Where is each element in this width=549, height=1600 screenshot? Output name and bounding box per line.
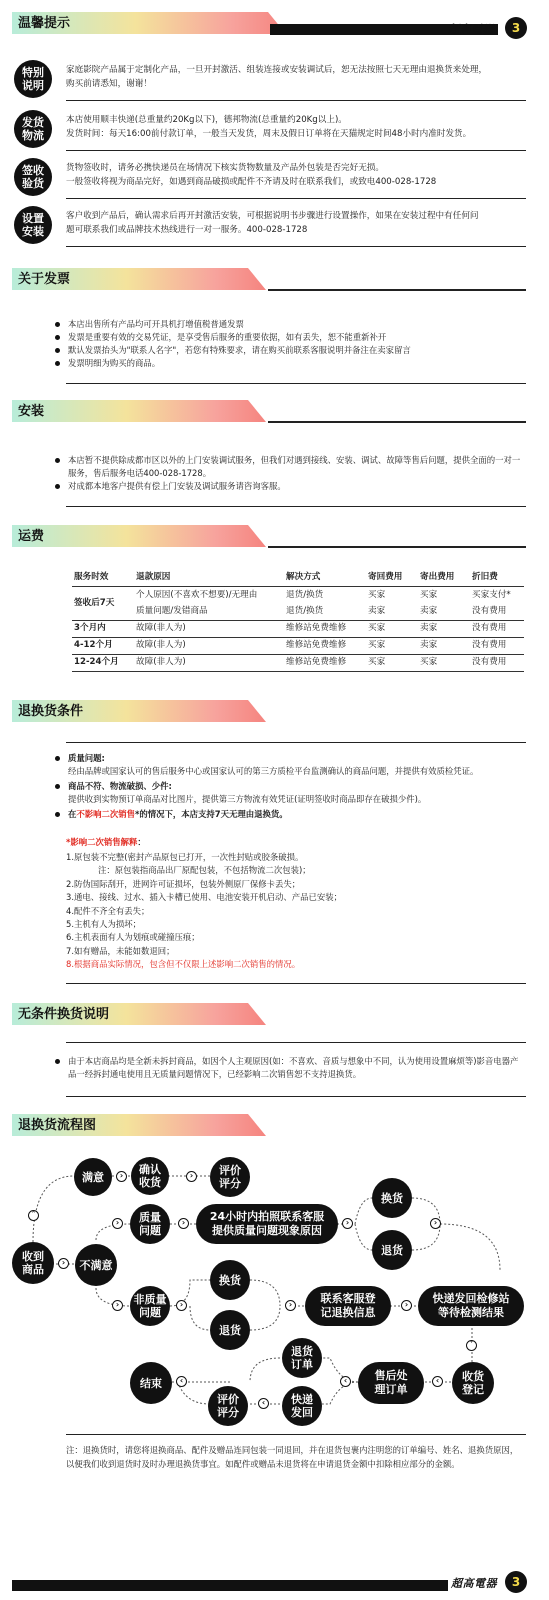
table-header: 解决方式 [284, 568, 366, 586]
damage-text: 提供收到实物预订单商品对比图片，提供第三方物流有效凭证(证明签收时商品即存在破损少件)。 [68, 794, 427, 804]
flow-node-rate-1: 评价 评分 [210, 1157, 250, 1197]
policy-red: 不影响二次销售 [76, 809, 135, 819]
flow-node-satisfied: 满意 [74, 1158, 112, 1196]
tip-badge: 设置 安装 [14, 206, 52, 244]
flow-node-return-1: 退货 [372, 1230, 412, 1270]
section-title: 关于发票 [18, 272, 71, 287]
section-title: 退换货流程图 [18, 1118, 97, 1133]
flow-node-receive: 收到 商品 [12, 1242, 54, 1284]
table-row: 签收后7天 个人原因(不喜欢不想要)/无理由 退货/换货 买家 买家 买家支付* [74, 589, 511, 608]
list-item: 本店暂不提供除成都市区以外的上门安装调试服务，但我们对遇到接线、安装、调试、故障等售后问题，提供全面的一对一服务，售后服务电话400-028-1728。 [54, 454, 524, 480]
table-header: 折旧费 [470, 568, 524, 586]
footnote: 注：退换货时，请您将退换商品、配件及赠品连同包装一同退回，并在退货包裹内注明您的订单编号、姓名、退换货原因，以便我们收到退货时及时办理退换货事宜。如配件或赠品未退货将在申请退货金额中扣除相应部分的金额。 [66, 1445, 519, 1469]
list-item: 默认发票抬头为"联系人名字"，若您有特殊要求，请在购买前联系客服说明并备注在卖家留言 [54, 344, 524, 357]
impact-star: * [66, 837, 71, 847]
quality-text: 经由品牌或国家认可的售后服务中心或国家认可的第三方质检平台监测确认的商品问题，并提供有效质检凭证。 [68, 766, 479, 776]
flow-node-confirm: 确认 收货 [131, 1157, 169, 1195]
list-item: 对成都本地客户提供有偿上门安装及调试服务请咨询客服。 [54, 480, 524, 493]
arrow-icon: › [112, 1218, 123, 1229]
impact-title: 影响二次销售解释 [70, 837, 138, 847]
section-title: 运费 [18, 529, 45, 544]
table-header: 服务时效 [72, 568, 134, 586]
flow-node-exchange-2: 换货 [210, 1260, 250, 1300]
impact-item: 5.主机有人为损坏； [66, 919, 141, 930]
section-title: 退换货条件 [18, 704, 84, 719]
arrow-icon: ˅ [466, 1340, 477, 1351]
table-row: 12-24个月 故障(非人为) 维修站免费维修 买家 买家 没有费用 [72, 654, 524, 671]
arrow-icon: ‹ [432, 1376, 443, 1387]
arrow-icon: ‹ [258, 1398, 269, 1409]
policy-pre: 在 [68, 809, 77, 819]
tip-badge: 签收 验货 [14, 158, 52, 196]
table-header: 寄回费用 [366, 568, 418, 586]
arrow-icon: › [176, 1300, 187, 1311]
tip-badge: 特别 说明 [14, 60, 52, 98]
flow-node-rate-2: 评价 评分 [208, 1386, 248, 1426]
section-title: 无条件换货说明 [18, 1007, 110, 1022]
table-header: 寄出费用 [418, 568, 470, 586]
brand-logo: 超高電器 [448, 1576, 500, 1592]
tip-badge: 发货 物流 [14, 110, 52, 148]
impact-item: 2.防伪国际刮开，进网许可证损坏，包装外侧原厂保修卡丢失； [66, 878, 301, 889]
footer-bar [12, 1580, 498, 1591]
flow-node-receipt-register: 收货 登记 [452, 1362, 494, 1404]
table-row: 质量问题/发错商品 退货/换货 卖家 卖家 没有费用 [136, 606, 507, 617]
tip-line: 本店使用顺丰快递(总重量约20Kg以下)，德邦物流(总重量约20Kg以上)。 [66, 115, 347, 125]
impact-item-last: 8.根据商品实际情况，包含但不仅限上述影响二次销售的情况。 [66, 959, 301, 970]
brand-logo: 超高電器 [448, 23, 494, 36]
flow-node-end: 结束 [130, 1362, 172, 1404]
arrow-icon: › [186, 1171, 197, 1182]
impact-item: 注：原包装指商品出厂原配包装，不包括物流二次包装)； [66, 865, 311, 876]
tip-line: 货物签收时，请务必携快递员在场情况下核实货物数量及产品外包装是否完好无损。 [66, 163, 384, 173]
flow-node-unsatisfied: 不满意 [75, 1244, 117, 1286]
tip-line: 家庭影院产品属于定制化产品，一旦开封激活、组装连接或安装调试后，恕无法按照七天无理由退换货来处理， [66, 65, 488, 75]
impact-item: 1.原包装不完整(密封产品原包已打开，一次性封贴或胶条破损。 [66, 852, 304, 862]
arrow-icon: › [342, 1218, 353, 1229]
arrow-icon: › [112, 1300, 123, 1311]
section-title: 安装 [18, 404, 45, 419]
arrow-icon: › [58, 1258, 69, 1269]
tip-line: 购买前请悉知，谢谢！ [66, 79, 152, 89]
policy-post: *的情况下，本店支持7天无理由退换货。 [135, 809, 288, 819]
divider [66, 1434, 526, 1435]
tip-line: 客户收到产品后，确认需求后再开封激活安装，可根据说明书步骤进行设置操作，如果在安装过程中有任何问 [66, 211, 479, 221]
brand-mark-icon: 3 [505, 1571, 527, 1593]
flow-node-quality: 质量 问题 [130, 1204, 170, 1244]
arrow-icon: › [178, 1218, 189, 1229]
tip-line: 发货时间：每天16:00前付款订单，一般当天发货，周末及假日订单将在天猫规定时间48小时内准时发货。 [66, 129, 472, 139]
quality-title: 质量问题: [68, 753, 105, 763]
flow-node-return-2: 退货 [210, 1310, 250, 1350]
impact-colon: ： [137, 837, 146, 847]
arrow-icon: › [116, 1171, 127, 1182]
flow-node-non-quality: 非质量 问题 [130, 1286, 170, 1326]
list-item: 由于本店商品均是全新未拆封商品，如因个人主观原因(如：不喜欢、音质与想象中不同，认为使用设置麻烦等)影音电器产品一经拆封通电使用且无质量问题情况下，已经影响二次销售恕不支持退换货。 [54, 1055, 524, 1081]
table-row: 3个月内 故障(非人为) 维修站免费维修 买家 卖家 没有费用 [72, 620, 524, 637]
impact-item: 6.主机表面有人为划痕或碰撞压痕； [66, 932, 200, 943]
tip-line: 题可联系我们或品牌技术热线进行一对一服务。400-028-1728 [66, 225, 308, 235]
flow-node-evidence: 24小时内拍照联系客服 提供质量问题现象原因 [196, 1204, 338, 1244]
brand-mark-icon: 3 [505, 17, 527, 39]
table-header: 退款原因 [134, 568, 284, 586]
flow-node-express-back: 快递 发回 [282, 1386, 322, 1426]
arrow-icon: › [401, 1300, 412, 1311]
impact-item: 7.如有赠品，未能如数退回； [66, 945, 175, 956]
arrow-icon: ˄ [28, 1210, 39, 1221]
table-row: 4-12个月 故障(非人为) 维修站免费维修 买家 卖家 没有费用 [72, 637, 524, 654]
arrow-icon: ‹ [176, 1376, 187, 1387]
arrow-icon: › [285, 1300, 296, 1311]
flow-node-register: 联系客服登 记退换信息 [305, 1286, 391, 1326]
impact-item: 4.配件不齐全有丢失； [66, 905, 150, 916]
flow-node-after-sale: 售后处 理订单 [358, 1362, 424, 1404]
list-item: 发票是重要有效的交易凭证，是享受售后服务的重要依据，如有丢失，恕不能重新补开 [54, 331, 524, 344]
list-item: 本店出售所有产品均可开具机打增值税普通发票 [54, 318, 524, 331]
section-title: 温馨提示 [18, 16, 71, 31]
flow-node-exchange-1: 换货 [372, 1178, 412, 1218]
tip-line: 一般签收将视为商品完好，如遇到商品破损或配件不齐请及时在联系我们，或致电400-028-1728 [66, 177, 437, 187]
flow-node-express-repair: 快递发回检修站 等待检测结果 [418, 1286, 524, 1326]
impact-item: 3.通电、接线、过水、插入卡槽已使用、电池安装开机启动、产品已安装； [66, 892, 342, 903]
flow-node-refund-order: 退货 订单 [282, 1338, 322, 1378]
damage-title: 商品不符、物流破损、少件: [68, 781, 172, 791]
arrow-icon: › [430, 1218, 441, 1229]
list-item: 发票明细为购买的商品。 [54, 357, 524, 370]
arrow-icon: ‹ [340, 1376, 351, 1387]
